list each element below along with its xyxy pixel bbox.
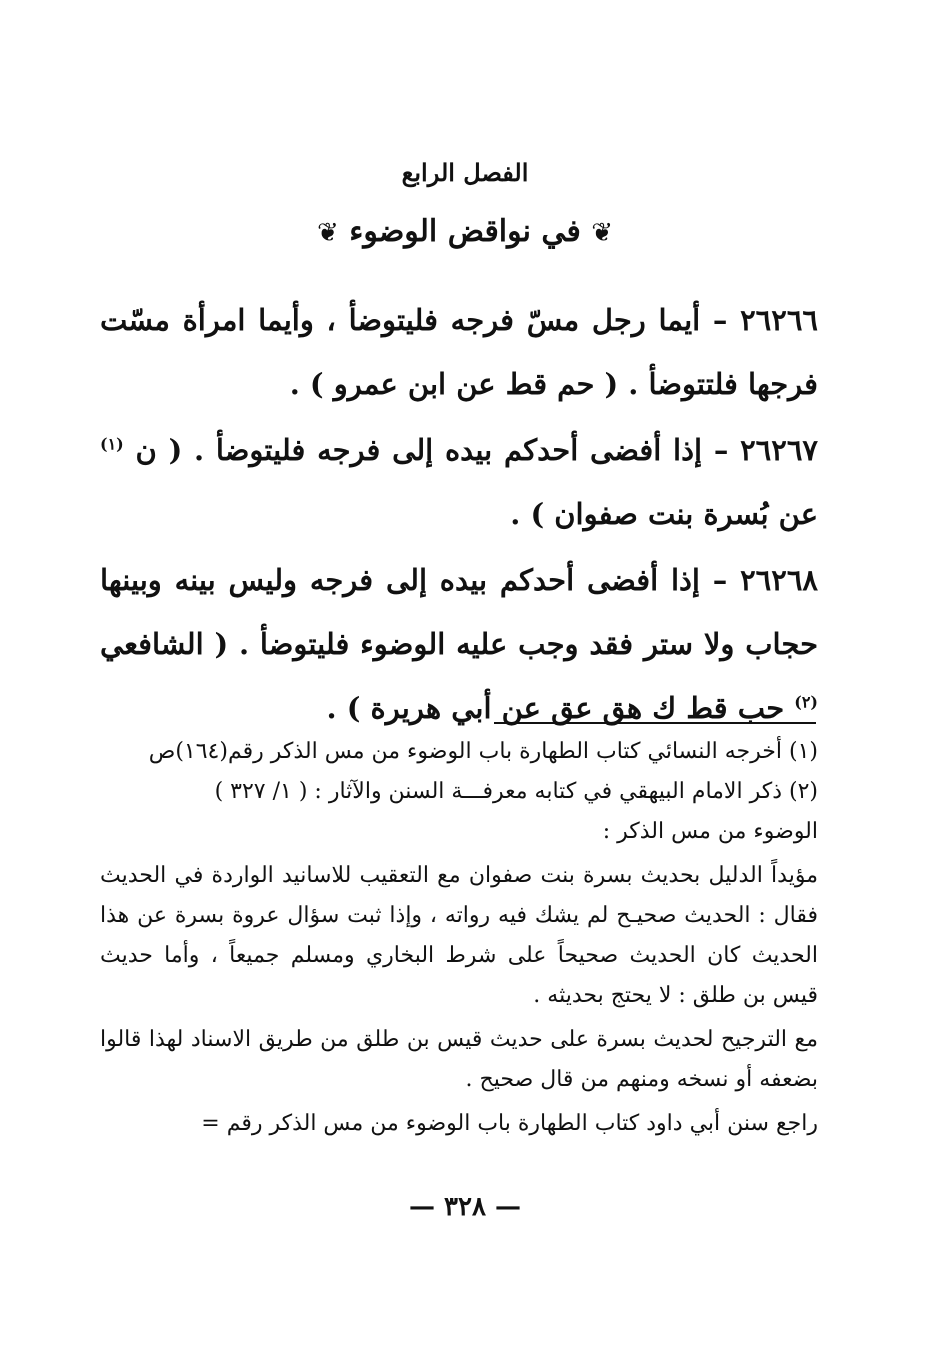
footnote-2-paragraph-2: مع الترجيح لحديث بسرة على حديث قيس بن طلق من طريق الاسناد لهذا قالوا بضعفه أو نسخه ومنهم من قال صحيح .	[100, 1027, 818, 1092]
page-number: — ٣٢٨ —	[408, 1192, 522, 1222]
footnote-2-subheading: الوضوء من مس الذكر :	[602, 819, 818, 844]
hadith-number: ٢٦٢٦٦	[740, 303, 818, 337]
footnotes	[100, 732, 818, 1144]
hadith-number: ٢٦٢٦٧	[740, 433, 818, 467]
footnote-2-paragraph-3: راجع سنن أبي داود كتاب الطهارة باب الوضوء من مس الذكر رقم =	[201, 1111, 818, 1136]
hadith-26268: ٢٦٢٦٨ – إذا أفضى أحدكم بيده إلى فرجه وليس بينه وبينها حجاب ولا ستر فقد وجب عليه الوضوء فليتوضأ . ( الشافعي $^{(٢)}$ حب قط ك هق عق عن أبي هريرة ) .	[100, 563, 818, 725]
hadith-text-cont: حب قط ك هق عق عن أبي هريرة ) .	[326, 691, 785, 725]
section-title-text: في نواقض الوضوء	[349, 214, 581, 249]
footnote-2-heading: (٢) ذكر الامام البيهقي في كتابه معرفـــة السنن والآثار : ( ١/ ٣٢٧ )	[214, 779, 818, 804]
ornament-left-icon: ❦	[316, 218, 339, 248]
hadith-text: إذا أفضى أحدكم بيده إلى فرجه وليس بينه وبينها حجاب ولا ستر فقد وجب عليه الوضوء فليتوضأ . ( الشافعي	[100, 563, 818, 661]
hadith-26267: ٢٦٢٦٧ – إذا أفضى أحدكم بيده إلى فرجه فليتوضأ . ( ن $^{(١)}$ عن بُسرة بنت صفوان ) .	[100, 433, 818, 531]
ornament-right-icon: ❦	[591, 218, 614, 248]
chapter-title: الفصل الرابع	[401, 158, 529, 187]
hadith-text-cont: عن بُسرة بنت صفوان ) .	[510, 497, 818, 531]
footnote-ref[interactable]: (١)	[100, 434, 124, 454]
hadith-text: أيما رجل مسّ فرجه فليتوضأ ، وأيما امرأة مسّت فرجها فلتتوضأ . ( حم قط عن ابن عمرو ) .	[100, 303, 818, 401]
footnote-ref[interactable]: (٢)	[794, 692, 818, 712]
hadith-26266: ٢٦٢٦٦ – أيما رجل مسّ فرجه فليتوضأ ، وأيما امرأة مسّت فرجها فلتتوضأ . ( حم قط عن ابن عمرو ) .	[100, 303, 818, 401]
footnote-1: (١) أخرجه النسائي كتاب الطهارة باب الوضوء من مس الذكر رقم(١٦٤)ص	[148, 739, 818, 764]
section-title	[0, 214, 930, 249]
footnote-divider	[494, 722, 816, 724]
hadith-text: إذا أفضى أحدكم بيده إلى فرجه فليتوضأ . ( ن	[135, 433, 703, 467]
footnote-2-paragraph-1: مؤيداً الدليل بحديث بسرة بنت صفوان مع التعقيب للاسانيد الواردة في الحديث فقال : الحديث صحيـح لم يشك فيه رواته ، وإذا ثبت سؤال عروة بسرة عن هذا الحديث كان الحديث صحيحاً على شرط البخاري ومسلم جميعاً ، وأما حديث قيس بن طلق : لا يحتج بحديثه .	[100, 863, 818, 1008]
hadith-number: ٢٦٢٦٨	[740, 563, 818, 597]
